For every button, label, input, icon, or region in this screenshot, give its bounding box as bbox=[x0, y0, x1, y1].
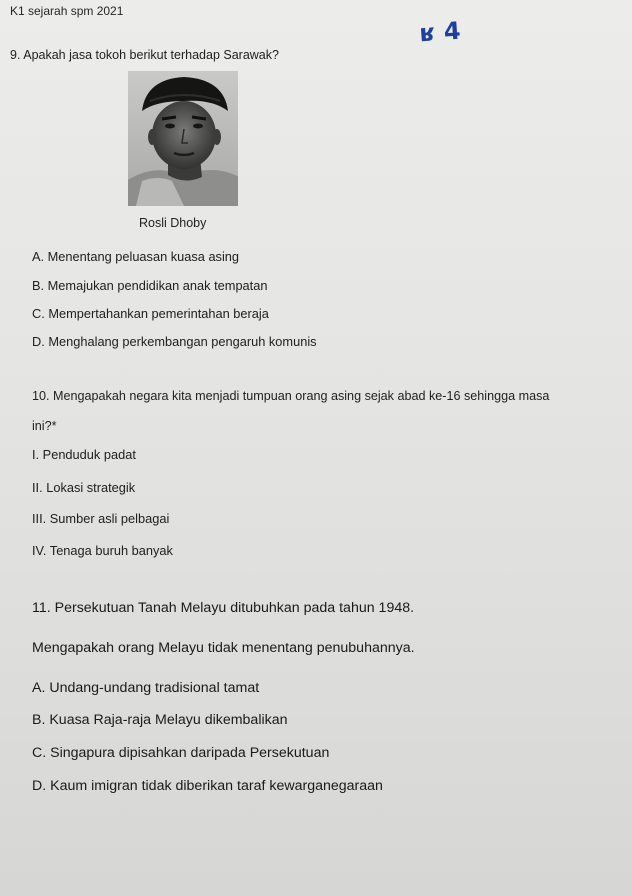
question-10-text-cont: ini?* bbox=[32, 419, 57, 433]
q9-option-c: C. Mempertahankan pemerintahan beraja bbox=[32, 306, 269, 321]
question-9-text: Apakah jasa tokoh berikut terhadap Sarawak? bbox=[23, 48, 279, 62]
question-11-stem bbox=[32, 600, 414, 616]
question-10-number: 10. bbox=[32, 389, 50, 403]
q11-option-d: D. Kaum imigran tidak diberikan taraf kewarganegaraan bbox=[32, 778, 383, 794]
q10-statement-ii: II. Lokasi strategik bbox=[32, 480, 136, 495]
question-9-number: 9. bbox=[10, 48, 21, 62]
q11-option-b: B. Kuasa Raja-raja Melayu dikembalikan bbox=[32, 712, 288, 728]
q10-statement-i: I. Penduduk padat bbox=[32, 447, 136, 462]
q10-statement-iii: III. Sumber asli pelbagai bbox=[32, 511, 170, 526]
question-10-text: Mengapakah negara kita menjadi tumpuan orang asing sejak abad ke-16 sehingga masa bbox=[53, 389, 550, 403]
handwritten-mark: ʁ 4 bbox=[419, 16, 462, 48]
image-caption: Rosli Dhoby bbox=[139, 216, 207, 230]
q9-option-b: B. Memajukan pendidikan anak tempatan bbox=[32, 278, 268, 293]
question-11-text: Persekutuan Tanah Melayu ditubuhkan pada tahun 1948. bbox=[54, 600, 415, 616]
question-11-number: 11. bbox=[32, 600, 51, 616]
q10-statement-iv: IV. Tenaga buruh banyak bbox=[32, 543, 173, 558]
q9-option-a: A. Menentang peluasan kuasa asing bbox=[32, 249, 240, 264]
q9-option-d: D. Menghalang perkembangan pengaruh komunis bbox=[32, 334, 317, 349]
document-header: K1 sejarah spm 2021 bbox=[10, 4, 124, 18]
q11-option-c: C. Singapura dipisahkan daripada Persekutuan bbox=[32, 745, 330, 761]
q11-option-a: A. Undang-undang tradisional tamat bbox=[32, 680, 260, 696]
question-10-stem bbox=[32, 389, 549, 403]
portrait-photo bbox=[128, 71, 238, 206]
question-11-text-cont: Mengapakah orang Melayu tidak menentang penubuhannya. bbox=[32, 640, 415, 656]
question-9-stem bbox=[10, 48, 279, 62]
